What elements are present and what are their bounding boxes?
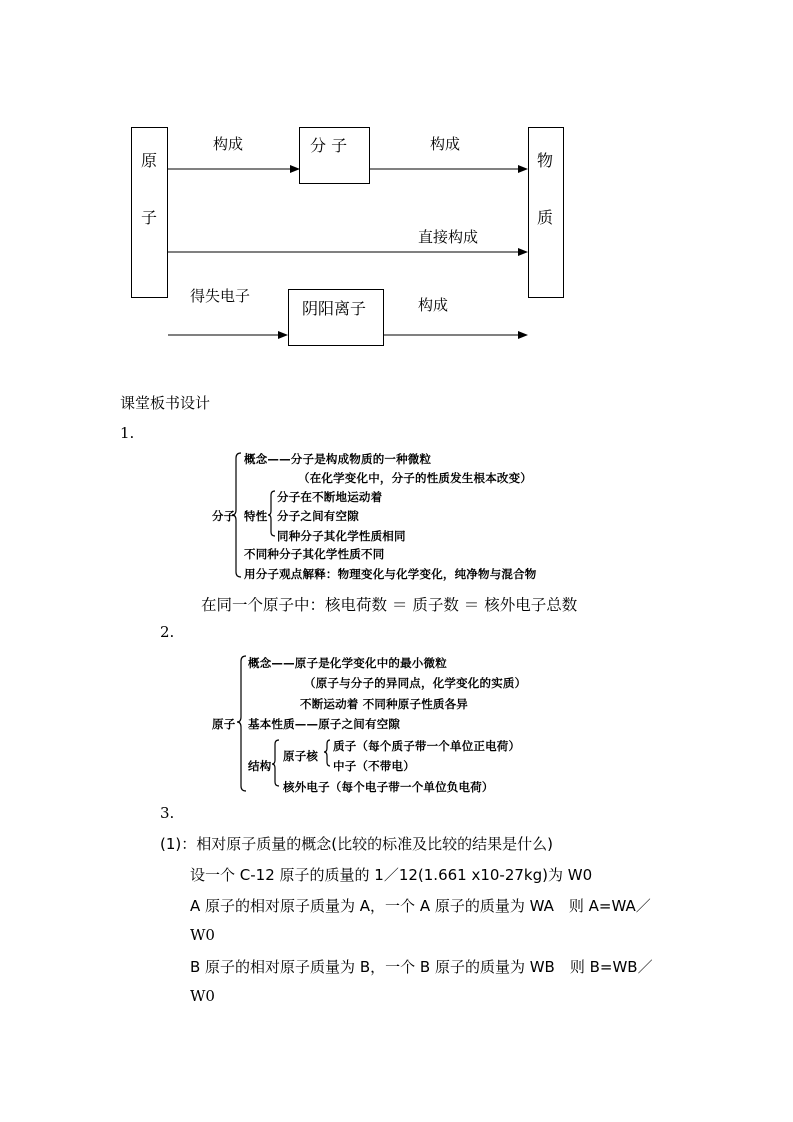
atom-proton: 质子（每个质子带一个单位正电荷） bbox=[333, 739, 521, 753]
relative-mass-heading: (1)：相对原子质量的概念(比较的标准及比较的结果是什么) bbox=[160, 835, 553, 853]
atom-concept-note: （原子与分子的异同点，化学变化的实质） bbox=[304, 676, 527, 690]
item-2-number: 2. bbox=[160, 623, 175, 641]
atom-concept: 概念——原子是化学变化中的最小微粒 bbox=[248, 656, 447, 670]
molecule-root-label: 分子 bbox=[212, 509, 236, 523]
atom-structure-label: 结构 bbox=[248, 759, 272, 773]
matter-box-char-2: 质 bbox=[537, 208, 554, 227]
item-3-number: 3. bbox=[160, 804, 175, 822]
molecule-property-2: 分子之间有空隙 bbox=[277, 509, 359, 523]
relative-mass-line-3b: W0 bbox=[190, 987, 215, 1005]
label-compose-2: 构成 bbox=[430, 135, 461, 153]
atom-box-char-2: 子 bbox=[141, 208, 158, 227]
ion-box-label: 阴阳离子 bbox=[302, 299, 367, 318]
label-gain-lose-electrons: 得失电子 bbox=[190, 287, 251, 305]
molecule-concept-note: （在化学变化中，分子的性质发生根本改变） bbox=[298, 471, 532, 485]
atom-root-label: 原子 bbox=[212, 717, 236, 731]
molecule-other-2: 用分子观点解释：物理变化与化学变化，纯净物与混合物 bbox=[244, 567, 537, 581]
atom-electron: 核外电子（每个电子带一个单位负电荷） bbox=[283, 780, 494, 794]
relative-mass-line-2: A 原子的相对原子质量为 A，一个 A 原子的质量为 WA 则 A=WA／ bbox=[190, 897, 651, 915]
label-compose-3: 构成 bbox=[418, 296, 449, 314]
diagram-arrows bbox=[0, 0, 793, 360]
relative-mass-line-2b: W0 bbox=[190, 926, 215, 944]
relative-mass-line-1: 设一个 C-12 原子的质量的 1／12(1.661 x10-27kg)为 W0 bbox=[190, 866, 593, 884]
label-direct-compose: 直接构成 bbox=[418, 228, 479, 246]
label-compose-1: 构成 bbox=[213, 135, 244, 153]
molecule-box-label: 分 子 bbox=[310, 136, 348, 155]
atom-basic-label: 基本性质——原子之间有空隙 bbox=[248, 717, 401, 731]
atom-neutron: 中子（不带电） bbox=[333, 759, 415, 773]
section-title: 课堂板书设计 bbox=[120, 394, 211, 412]
molecule-concept: 概念——分子是构成物质的一种微粒 bbox=[244, 452, 432, 466]
atom-basic-1: 不断运动着 不同种原子性质各异 bbox=[300, 697, 469, 711]
atom-box-char-1: 原 bbox=[141, 151, 158, 170]
molecule-property-1: 分子在不断地运动着 bbox=[277, 490, 383, 504]
charge-equation: 在同一个原子中：核电荷数 ＝ 质子数 ＝ 核外电子总数 bbox=[201, 596, 578, 614]
matter-box-char-1: 物 bbox=[537, 151, 554, 170]
molecule-other-1: 不同种分子其化学性质不同 bbox=[244, 547, 385, 561]
atom-nucleus-label: 原子核 bbox=[283, 749, 319, 763]
molecule-property-3: 同种分子其化学性质相同 bbox=[277, 529, 406, 543]
item-1-number: 1. bbox=[120, 424, 135, 442]
relative-mass-line-3: B 原子的相对原子质量为 B，一个 B 原子的质量为 WB 则 B=WB／ bbox=[190, 958, 653, 976]
molecule-property-label: 特性 bbox=[244, 509, 268, 523]
